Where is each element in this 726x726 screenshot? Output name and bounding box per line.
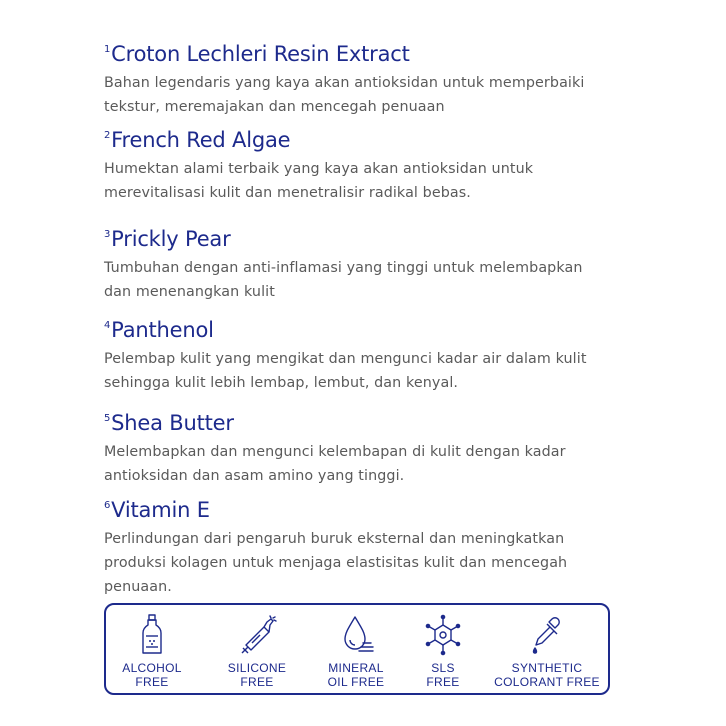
description-line: Tumbuhan dengan anti-inflamasi yang tinggi untuk melembapkan [104, 260, 583, 276]
description-line: Pelembap kulit yang mengikat dan mengunci kadar air dalam kulit [104, 351, 587, 367]
badge-label [383, 661, 503, 689]
badge-label [487, 661, 607, 689]
badge-label-line: ALCOHOL [122, 661, 182, 675]
badge-label-line: OIL FREE [327, 675, 385, 689]
ingredient-description [104, 71, 624, 119]
badge-label-line: SILICONE [227, 661, 287, 675]
description-line: antioksidan dan asam amino yang tinggi. [104, 468, 405, 484]
description-line: merevitalisasi kulit dan menetralisir radikal bebas. [104, 185, 471, 201]
badge-label-line: SYNTHETIC [511, 661, 583, 675]
ingredient-6 [104, 493, 624, 599]
ingredient-title [104, 37, 624, 67]
ingredient-title [104, 123, 624, 153]
footnote-number: 3 [104, 229, 111, 240]
description-line: Humektan alami terbaik yang kaya akan antioksidan untuk [104, 161, 534, 177]
badge-label-line: FREE [240, 675, 274, 689]
ingredient-description [104, 347, 624, 395]
ingredient-description [104, 527, 624, 599]
silicone-tube-icon [236, 613, 278, 657]
ingredient-name: French Red Algae [111, 128, 291, 152]
ingredient-title [104, 493, 624, 523]
footnote-number: 6 [104, 500, 111, 511]
badge-label-line: FREE [426, 675, 460, 689]
ingredient-description [104, 157, 624, 205]
badge-sls-free [383, 613, 503, 689]
ingredient-1 [104, 37, 624, 119]
ingredient-title [104, 222, 624, 252]
badge-label-line: FREE [135, 675, 169, 689]
badge-synthetic-colorant-free [487, 613, 607, 689]
ingredient-3 [104, 222, 624, 304]
ingredient-5 [104, 406, 624, 488]
ingredient-description [104, 256, 624, 304]
description-line: Perlindungan dari pengaruh buruk eksternal dan meningkatkan [104, 531, 565, 547]
description-line: Bahan legendaris yang kaya akan antioksidan untuk memperbaiki [104, 75, 585, 91]
dropper-icon [526, 613, 568, 657]
mineral-oil-drop-icon [335, 613, 377, 657]
ingredient-name: Prickly Pear [111, 227, 231, 251]
ingredient-name: Panthenol [111, 318, 214, 342]
sls-molecule-icon [422, 613, 464, 657]
description-line: produksi kolagen untuk menjaga elastisitas kulit dan mencegah [104, 555, 568, 571]
badge-alcohol-free [92, 613, 212, 689]
free-from-badges [104, 603, 610, 695]
footnote-number: 4 [104, 320, 111, 331]
ingredient-title [104, 406, 624, 436]
alcohol-bottle-icon [131, 613, 173, 657]
ingredient-description [104, 440, 624, 488]
badge-label-line: SLS [431, 661, 455, 675]
ingredient-4 [104, 313, 624, 395]
ingredient-name: Croton Lechleri Resin Extract [111, 42, 410, 66]
footnote-number: 5 [104, 413, 111, 424]
ingredient-title [104, 313, 624, 343]
ingredient-2 [104, 123, 624, 205]
description-line: penuaan. [104, 579, 172, 595]
footnote-number: 2 [104, 130, 111, 141]
badge-label-line: COLORANT FREE [494, 675, 600, 689]
description-line: sehingga kulit lebih lembap, lembut, dan kenyal. [104, 375, 459, 391]
footnote-number: 1 [104, 44, 111, 55]
description-line: dan menenangkan kulit [104, 284, 275, 300]
badge-label [92, 661, 212, 689]
badge-label-line: MINERAL [328, 661, 384, 675]
ingredient-name: Vitamin E [111, 498, 210, 522]
ingredient-name: Shea Butter [111, 411, 234, 435]
description-line: tekstur, meremajakan dan mencegah penuaan [104, 99, 445, 115]
description-line: Melembapkan dan mengunci kelembapan di kulit dengan kadar [104, 444, 566, 460]
